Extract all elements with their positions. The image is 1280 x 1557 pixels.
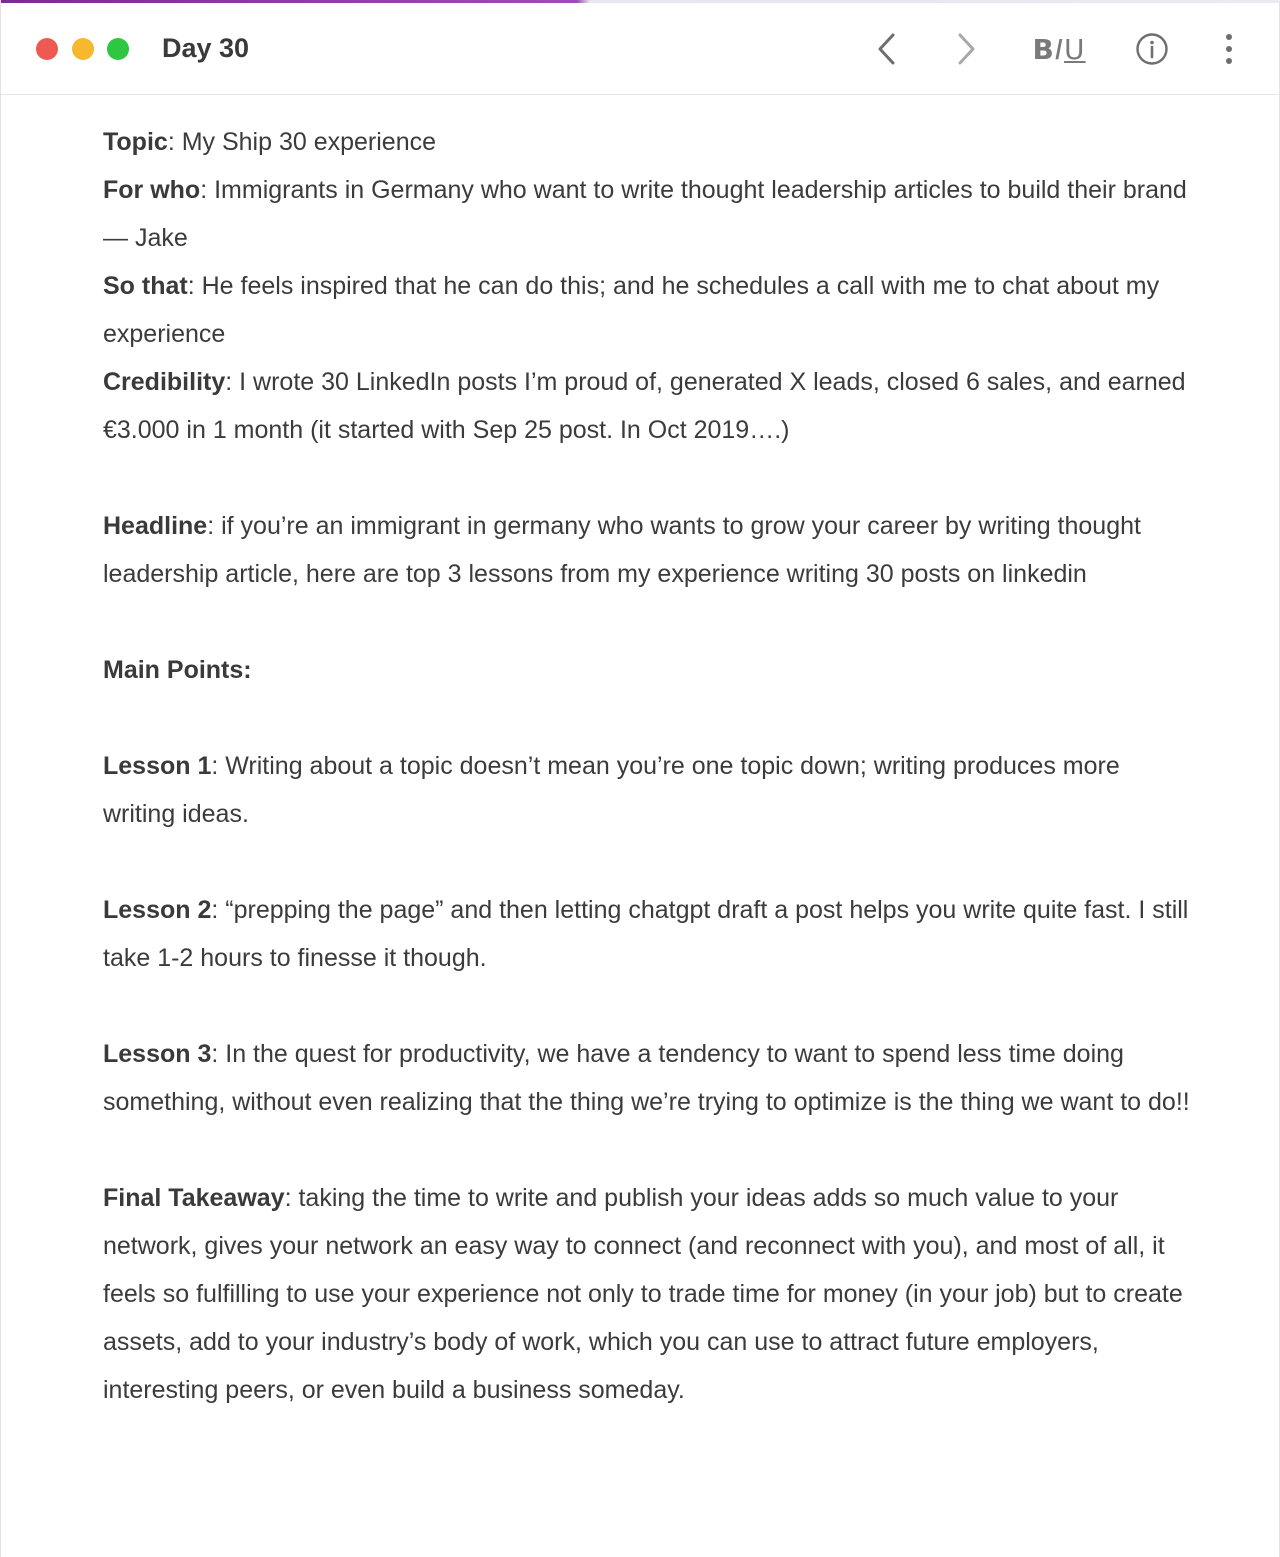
so-that-label: So that: [103, 272, 188, 300]
so-that-line: [103, 262, 1193, 358]
lesson-1-text: : Writing about a topic doesn’t mean you’re one topic down; writing produces more writing ideas.: [103, 752, 1120, 828]
lesson-3-line: [103, 1030, 1193, 1126]
forward-button[interactable]: [946, 25, 986, 73]
lesson-2-text: : “prepping the page” and then letting chatgpt draft a post helps you write quite fast. I still take 1-2 hours to finesse it though.: [103, 896, 1189, 972]
final-takeaway-line: [103, 1174, 1193, 1414]
for-who-text: : Immigrants in Germany who want to write thought leadership articles to build their brand — Jake: [103, 176, 1187, 252]
titlebar: [1, 3, 1280, 95]
credibility-line: [103, 358, 1193, 454]
info-button[interactable]: [1130, 25, 1174, 73]
so-that-text: : He feels inspired that he can do this; and he schedules a call with me to chat about my experience: [103, 272, 1160, 348]
italic-icon: I: [1054, 32, 1065, 66]
document-title: Day 30: [162, 33, 250, 63]
topic-text: : My Ship 30 experience: [167, 128, 437, 156]
lesson-1-line: [103, 742, 1193, 838]
back-button[interactable]: [867, 25, 907, 73]
headline-text: : if you’re an immigrant in germany who wants to grow your career by writing thought leadership article, here are top 3 lessons from my experience writing 30 posts on linkedin: [103, 512, 1141, 588]
maximize-window-button[interactable]: [107, 38, 129, 60]
lesson-3-label: Lesson 3: [103, 1040, 212, 1068]
bold-icon: B: [1032, 32, 1055, 66]
lesson-3-text: : In the quest for productivity, we have a tendency to want to spend less time doing something, without even realizing that the thing we’re trying to optimize is the thing we want to do!!: [103, 1040, 1190, 1116]
underline-icon: U: [1064, 32, 1086, 66]
main-points-heading: [103, 646, 1193, 694]
for-who-line: [103, 166, 1193, 262]
more-options-button[interactable]: [1211, 25, 1247, 73]
lesson-2-line: [103, 886, 1193, 982]
minimize-window-button[interactable]: [72, 38, 94, 60]
info-icon: [1135, 32, 1169, 66]
credibility-text: : I wrote 30 LinkedIn posts I’m proud of, generated X leads, closed 6 sales, and earned €3.000 in 1 month (it started with Sep 25 post. In Oct 2019….): [103, 368, 1186, 444]
chevron-left-icon: [876, 32, 898, 66]
document-body[interactable]: [103, 118, 1193, 1414]
final-takeaway-label: Final Takeaway: [103, 1184, 285, 1212]
main-points-label: Main Points:: [103, 656, 252, 684]
text-format-button[interactable]: [1021, 25, 1097, 73]
more-vertical-icon: [1224, 33, 1234, 65]
lesson-2-label: Lesson 2: [103, 896, 212, 924]
for-who-label: For who: [103, 176, 201, 204]
final-takeaway-text: : taking the time to write and publish your ideas adds so much value to your network, gives your network an easy way to connect (and reconnect with you), and most of all, it feels so fulfilling to use your experience not only to trade time for money (in your job) but to create assets, add to your industry’s body of work, which you can use to attract future employers, interesting peers, or even build a business someday.: [103, 1184, 1183, 1404]
topic-line: [103, 118, 1193, 166]
headline-label: Headline: [103, 512, 208, 540]
lesson-1-label: Lesson 1: [103, 752, 212, 780]
credibility-label: Credibility: [103, 368, 226, 396]
headline-line: [103, 502, 1193, 598]
chevron-right-icon: [955, 32, 977, 66]
close-window-button[interactable]: [36, 38, 58, 60]
topic-label: Topic: [103, 128, 168, 156]
